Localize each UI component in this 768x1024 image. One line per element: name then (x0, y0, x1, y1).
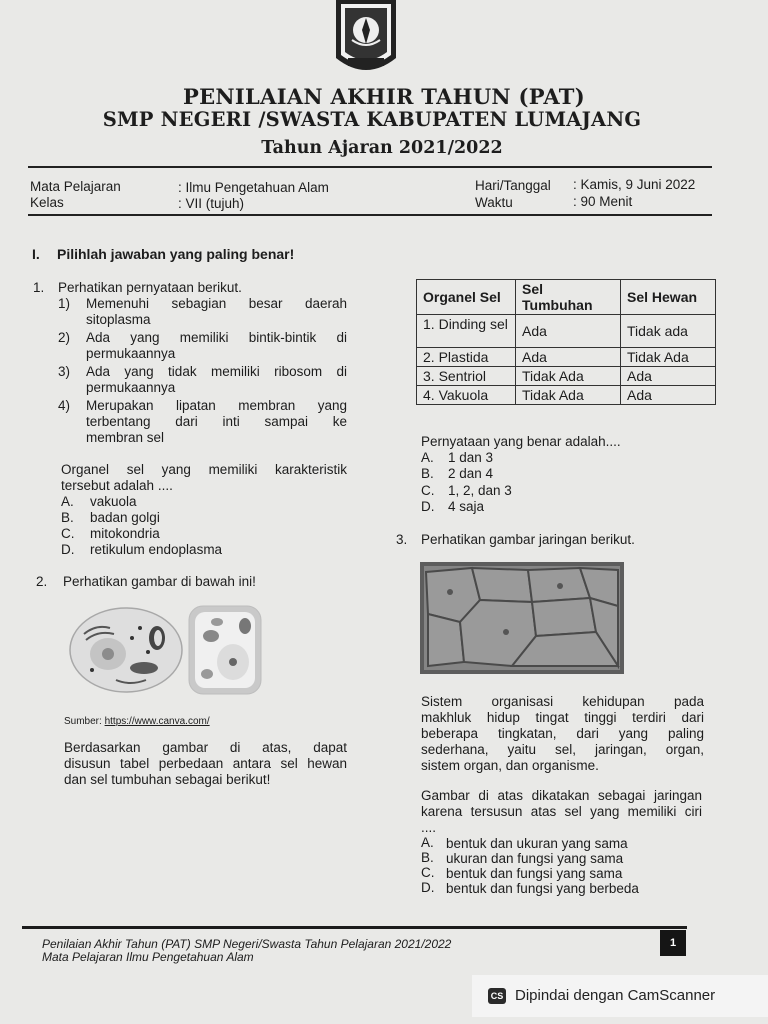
q3-p1-line5: sistem organ, dan organisme. (421, 758, 599, 773)
q1-statement-4-line2: terbentang dari inti sampai ke (86, 414, 347, 429)
plant-cell-image (187, 604, 263, 696)
table-cell-tumbuhan: Tidak Ada (516, 367, 621, 386)
q3-option-c-key: C. (421, 865, 435, 880)
table-row (417, 348, 716, 367)
q2-para-line2: disusun tabel perbedaan antara sel hewan (64, 756, 347, 771)
q2-option-a-key: A. (421, 450, 434, 465)
table-cell-hewan: Tidak Ada (621, 348, 716, 367)
subject-label: Mata Pelajaran (30, 179, 121, 194)
source-link[interactable]: https://www.canva.com/ (104, 716, 210, 727)
q2-option-d-key: D. (421, 499, 435, 514)
q2-option-c-text: 1, 2, dan 3 (448, 483, 512, 498)
q1-statement-4-line3: membran sel (86, 430, 165, 445)
footer-line2: Mata Pelajaran Ilmu Pengetahuan Alam (42, 950, 254, 964)
header-top-rule (28, 166, 712, 168)
q1-option-d-key: D. (61, 542, 75, 557)
organel-name: Sentriol (438, 368, 487, 384)
table-row (417, 315, 716, 348)
q1-stem-line1: Organel sel yang memiliki karakteristik (61, 462, 347, 477)
row-number: 4. (423, 387, 435, 403)
q2-option-d-text: 4 saja (448, 499, 485, 514)
day-label: Hari/Tanggal (475, 178, 551, 193)
table-cell-organel (417, 315, 516, 348)
day-value: : Kamis, 9 Juni 2022 (573, 177, 696, 192)
time-value: : 90 Menit (573, 194, 633, 209)
q1-statement-4-line1: Merupakan lipatan membran yang (86, 398, 347, 413)
exam-title: PENILAIAN AKHIR TAHUN (PAT) (183, 84, 585, 109)
table-row (417, 386, 716, 405)
q1-option-c-text: mitokondria (90, 526, 160, 541)
q2-option-b-key: B. (421, 466, 434, 481)
lumajang-emblem-logo (332, 0, 400, 78)
subject-value: : Ilmu Pengetahuan Alam (178, 180, 329, 195)
q2-source (64, 716, 210, 727)
q3-intro: Perhatikan gambar jaringan berikut. (421, 532, 635, 547)
q3-option-c-text: bentuk dan fungsi yang sama (446, 866, 623, 881)
table-header-hewan: Sel Hewan (621, 280, 716, 315)
table-row (417, 367, 716, 386)
camscanner-icon: CS (488, 988, 506, 1004)
organelle-table (416, 279, 716, 405)
page-number: 1 (660, 930, 686, 956)
table-cell-tumbuhan: Ada (516, 348, 621, 367)
q3-p2-line3: .... (421, 820, 437, 835)
q1-statement-2-num: 2) (58, 330, 71, 345)
q3-option-d-text: bentuk dan fungsi yang berbeda (446, 881, 639, 896)
table-header-tumbuhan: Sel Tumbuhan (516, 280, 621, 315)
q1-statement-2-line1: Ada yang memiliki bintik-bintik di (86, 330, 347, 345)
q3-option-a-key: A. (421, 835, 434, 850)
q1-intro: Perhatikan pernyataan berikut. (58, 280, 242, 295)
q3-option-b-key: B. (421, 850, 434, 865)
class-value: : VII (tujuh) (178, 196, 245, 211)
table-cell-organel (417, 386, 516, 405)
q1-option-b-text: badan golgi (90, 510, 160, 525)
q3-option-d-key: D. (421, 880, 435, 895)
time-label: Waktu (475, 195, 513, 210)
q1-number: 1. (33, 280, 45, 295)
q1-statement-1-line1: Memenuhi sebagian besar daerah (86, 296, 347, 311)
table-cell-organel (417, 367, 516, 386)
q1-statement-3-num: 3) (58, 364, 71, 379)
q1-statement-4-num: 4) (58, 398, 71, 413)
class-label: Kelas (30, 195, 64, 210)
footer-rule (22, 926, 687, 929)
q1-stem-line2: tersebut adalah .... (61, 478, 173, 493)
academic-year: Tahun Ajaran 2021/2022 (261, 138, 503, 158)
q3-number: 3. (396, 532, 408, 547)
q3-p2-line1: Gambar di atas dikatakan sebagai jaringan (421, 788, 702, 803)
q3-option-b-text: ukuran dan fungsi yang sama (446, 851, 624, 866)
table-cell-hewan: Tidak ada (621, 315, 716, 348)
table-cell-organel (417, 348, 516, 367)
q2-number: 2. (36, 574, 48, 589)
table-cell-tumbuhan: Tidak Ada (516, 386, 621, 405)
row-number: 1. (423, 316, 435, 332)
q3-p1-line4: sederhana, yaitu sel, jaringan, organ, (421, 742, 704, 757)
q1-statement-2-line2: permukaannya (86, 346, 176, 361)
q1-statement-3-line1: Ada yang tidak memiliki ribosom di (86, 364, 347, 379)
header-bottom-rule (28, 214, 712, 216)
q1-option-a-key: A. (61, 494, 74, 509)
q3-p2-line2: karena tersusun atas sel yang memiliki ciri (421, 804, 702, 819)
q3-p1-line3: beberapa tingkatan, dari yang paling (421, 726, 704, 741)
q2-intro: Perhatikan gambar di bawah ini! (63, 574, 256, 589)
q2-option-b-text: 2 dan 4 (448, 466, 494, 481)
table-cell-hewan: Ada (621, 386, 716, 405)
q1-statement-1-num: 1) (58, 296, 71, 311)
q1-option-c-key: C. (61, 526, 75, 541)
school-title: SMP NEGERI /SWASTA KABUPATEN LUMAJANG (102, 108, 642, 131)
organel-name: Plastida (438, 349, 489, 365)
q3-p1-line1: Sistem organisasi kehidupan pada (421, 694, 704, 709)
animal-cell-image (66, 604, 186, 696)
q1-option-a-text: vakuola (90, 494, 137, 509)
q1-option-b-key: B. (61, 510, 74, 525)
organel-name: Vakuola (438, 387, 489, 403)
q1-statement-3-line2: permukaannya (86, 380, 176, 395)
q2-option-c-key: C. (421, 483, 435, 498)
tissue-image (420, 562, 624, 674)
row-number: 3. (423, 368, 435, 384)
table-cell-hewan: Ada (621, 367, 716, 386)
q2-option-a-text: 1 dan 3 (448, 450, 494, 465)
row-number: 2. (423, 349, 435, 365)
q2-para-line3: dan sel tumbuhan sebagai berikut! (64, 772, 271, 787)
q3-option-a-text: bentuk dan ukuran yang sama (446, 836, 628, 851)
footer-line1: Penilaian Akhir Tahun (PAT) SMP Negeri/Swasta Tahun Pelajaran 2021/2022 (42, 937, 452, 951)
table-cell-tumbuhan: Ada (516, 315, 621, 348)
table-header-organel: Organel Sel (417, 280, 516, 315)
source-label: Sumber: (64, 716, 102, 727)
camscanner-text: Dipindai dengan CamScanner (515, 987, 716, 1004)
q3-p1-line2: makhluk hidup tingat tinggi terdiri dari (421, 710, 704, 725)
q2-stem: Pernyataan yang benar adalah.... (421, 434, 621, 449)
q1-statement-1-line2: sitoplasma (86, 312, 151, 327)
section-number: I. (32, 246, 40, 262)
organel-name: Dinding sel (438, 316, 508, 332)
q1-option-d-text: retikulum endoplasma (90, 542, 223, 557)
table-header-row (417, 280, 716, 315)
q2-para-line1: Berdasarkan gambar di atas, dapat (64, 740, 347, 755)
section-title: Pilihlah jawaban yang paling benar! (57, 246, 295, 262)
